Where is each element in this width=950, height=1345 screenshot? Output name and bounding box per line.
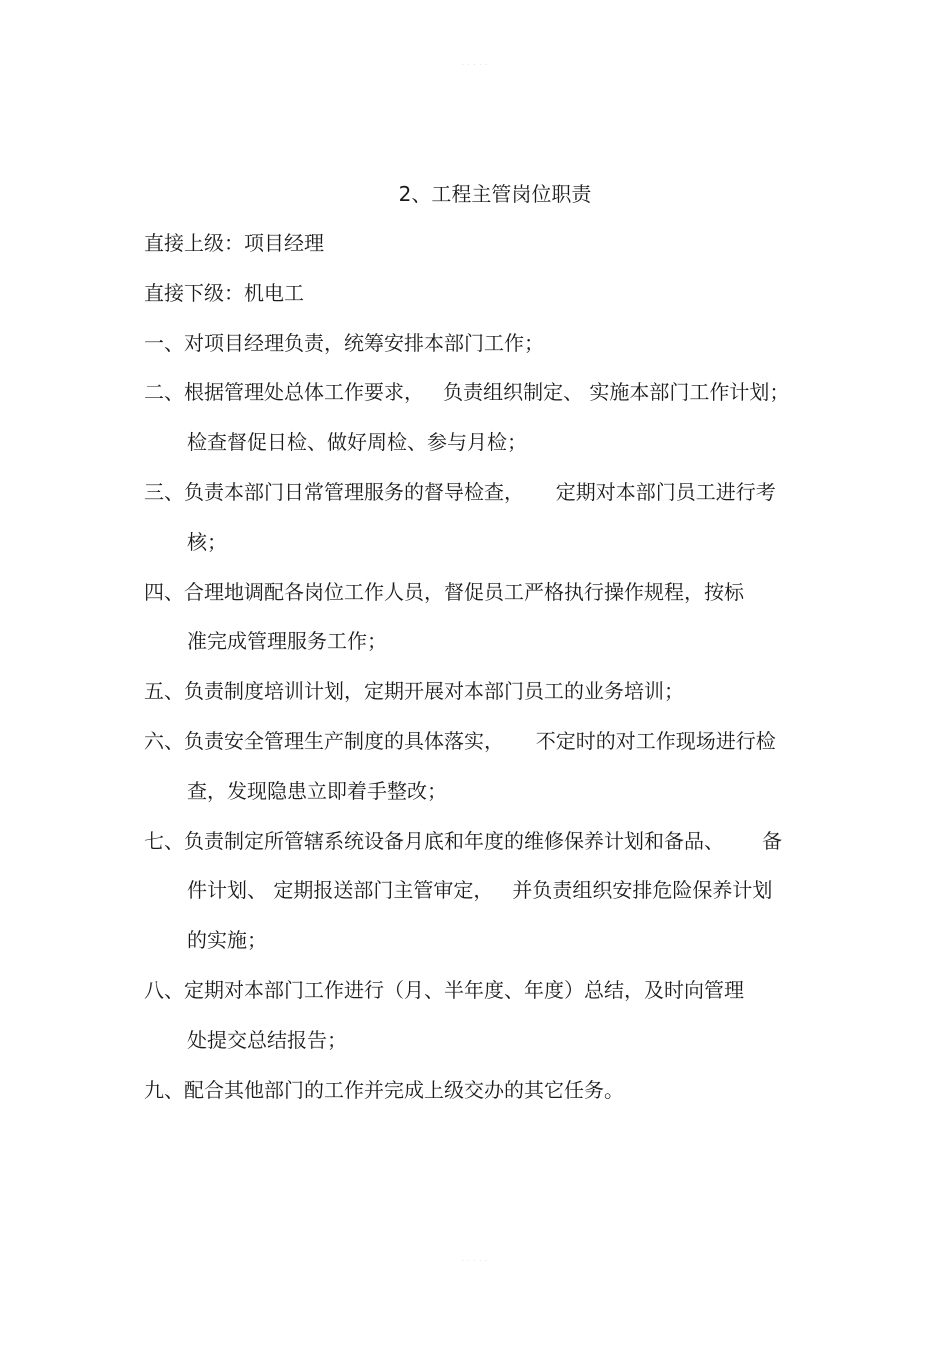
duty-item-6: 六、负责安全管理生产制度的具体落实， 不定时的对工作现场进行检 (144, 729, 776, 753)
duty-item-4: 四、合理地调配各岗位工作人员，督促员工严格执行操作规程，按标 (144, 580, 744, 604)
duty-item-9: 九、配合其他部门的工作并完成上级交办的其它任务。 (144, 1078, 624, 1102)
subordinate-line: 直接下级：机电工 (144, 281, 304, 305)
duty-item-3-cont: 核； (187, 530, 227, 554)
document-title: 2、工程主管岗位职责 (398, 182, 592, 206)
superior-line: 直接上级：项目经理 (144, 231, 324, 255)
duty-item-7-cont-1: 件计划、 定期报送部门主管审定， 并负责组织安排危险保养计划 (187, 878, 773, 902)
duty-item-6-cont: 查，发现隐患立即着手整改； (187, 779, 447, 803)
footer-mark: · · · · · (461, 1258, 489, 1265)
duty-item-5: 五、负责制度培训计划，定期开展对本部门员工的业务培训； (144, 679, 684, 703)
duty-item-7: 七、负责制定所管辖系统设备月底和年度的维修保养计划和备品、 备 (144, 829, 783, 853)
duty-item-2: 二、根据管理处总体工作要求， 负责组织制定、 实施本部门工作计划； (144, 380, 790, 404)
duty-item-8: 八、定期对本部门工作进行（月、半年度、年度）总结，及时向管理 (144, 978, 744, 1002)
duty-item-2-cont: 检查督促日检、做好周检、参与月检； (187, 430, 527, 454)
duty-item-3: 三、负责本部门日常管理服务的督导检查， 定期对本部门员工进行考 (144, 480, 776, 504)
header-mark: · · · · · (461, 62, 489, 69)
duty-item-1: 一、对项目经理负责，统筹安排本部门工作； (144, 331, 544, 355)
duty-item-8-cont: 处提交总结报告； (187, 1028, 347, 1052)
duty-item-7-cont-2: 的实施； (187, 928, 267, 952)
duty-item-4-cont: 准完成管理服务工作； (187, 629, 387, 653)
